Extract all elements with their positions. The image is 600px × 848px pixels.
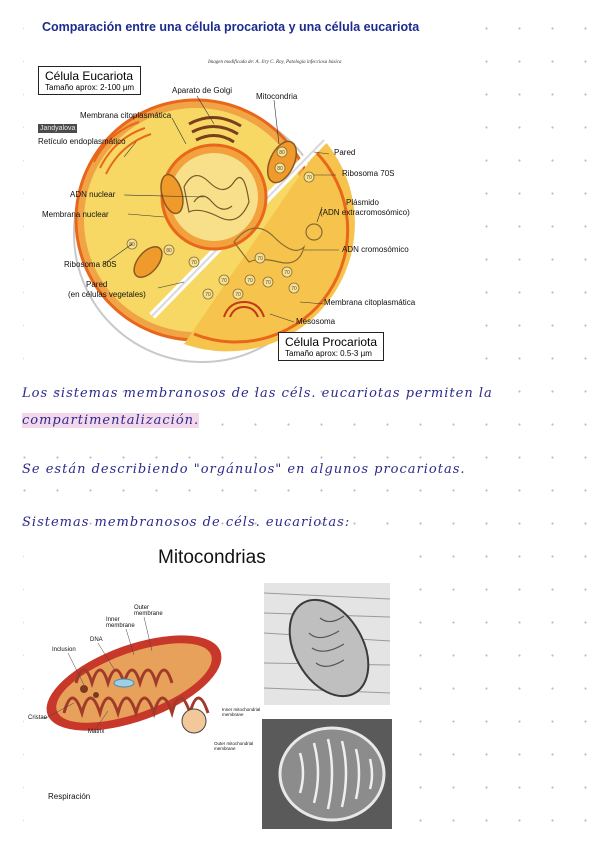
prokaryote-box	[278, 332, 384, 361]
ribosome-label: 70	[221, 277, 227, 284]
label-nuclear-membrane: Membrana nuclear	[42, 210, 109, 219]
label-plasmid-note: (ADN extracromosómico)	[320, 208, 410, 217]
label-matrix: Matrix	[88, 729, 105, 735]
label-plasmid: Plásmido	[346, 198, 379, 207]
cell-comparison-figure	[24, 12, 462, 374]
ribosome-label: 70	[191, 259, 197, 266]
label-inclusion: Inclusion	[52, 647, 76, 653]
label-mesosome: Mesosoma	[296, 317, 336, 326]
ribosome-label: 70	[257, 255, 263, 262]
eukaryote-size: Tamaño aprox: 2-100 µm	[45, 83, 135, 92]
label-inner-membrane: Inner membrane	[106, 617, 135, 629]
note-3: Sistemas membranosos de céls. eucariotas:	[22, 515, 351, 530]
ribosome-label: 70	[247, 277, 253, 284]
sem-micrograph	[262, 719, 392, 829]
respiration-caption: Respiración	[48, 792, 91, 801]
note-1-line-2	[22, 413, 199, 428]
ribosome-label: 70	[291, 285, 297, 292]
ribosome-label: 80	[279, 149, 285, 156]
tem-micrograph	[264, 583, 390, 710]
ribosome-label: 70	[306, 174, 312, 181]
label-wall-plant: Pared	[86, 280, 108, 289]
label-dna: DNA	[90, 637, 103, 643]
note-2: Se están describiendo "orgánulos" en algunos procariotas.	[22, 462, 466, 477]
label-cytoplasmic-membrane-pro: Membrana citoplasmática	[324, 298, 416, 307]
ribosome-label: 80	[166, 247, 172, 254]
mitochondria-figure	[24, 543, 398, 833]
ribosome-label: 70	[284, 269, 290, 276]
highlight-compartimentalizacion: compartimentalización.	[22, 413, 200, 428]
watermark-badge: Jandyalova	[40, 125, 76, 132]
label-em-outer: Outer mitochondrial membrane	[214, 741, 254, 751]
label-cristae: Cristae	[28, 715, 48, 721]
label-em-inner: Inner mitochondrial membrane	[222, 707, 261, 717]
eukaryote-name: Célula Eucariota	[45, 69, 134, 83]
ribosome-label: 80	[129, 241, 135, 248]
label-ribosome-70s: Ribosoma 70S	[342, 169, 395, 178]
prokaryote-name: Célula Procariota	[285, 335, 378, 349]
label-mitochondria: Mitocondria	[256, 92, 298, 101]
figure-source: Imagen modificada de: A. Jiry C. Roy, Patología infecciosa básica	[208, 60, 342, 65]
label-chromosomal-dna: ADN cromosómico	[342, 245, 409, 254]
label-wall-plant-note: (en células vegetales)	[68, 290, 146, 299]
label-er: Retículo endoplasmático	[38, 137, 126, 146]
ribosome-label: 70	[265, 279, 271, 286]
label-ribosome-80s: Ribosoma 80S	[64, 260, 117, 269]
label-wall: Pared	[334, 148, 356, 157]
label-golgi: Aparato de Golgi	[172, 86, 233, 95]
label-outer-membrane: Outer membrane	[134, 605, 163, 617]
mitochondria-title: Mitocondrias	[158, 547, 266, 568]
mitochondrion-drawing	[35, 616, 234, 750]
ribosome-label: 80	[277, 165, 283, 172]
mitochondria-illustrations	[24, 543, 398, 833]
label-cytoplasmic-membrane: Membrana citoplasmática	[80, 111, 172, 120]
prokaryote-size: Tamaño aprox: 0.5-3 µm	[285, 349, 372, 358]
eukaryote-box	[38, 66, 141, 95]
ribosome-label: 70	[205, 291, 211, 298]
label-nuclear-dna: ADN nuclear	[70, 190, 116, 199]
ribosome-label: 70	[235, 291, 241, 298]
figure-title: Comparación entre una célula procariota y una célula eucariota	[42, 20, 420, 34]
note-1-line-1: Los sistemas membranosos de las céls. eucariotas permiten la	[22, 386, 493, 401]
